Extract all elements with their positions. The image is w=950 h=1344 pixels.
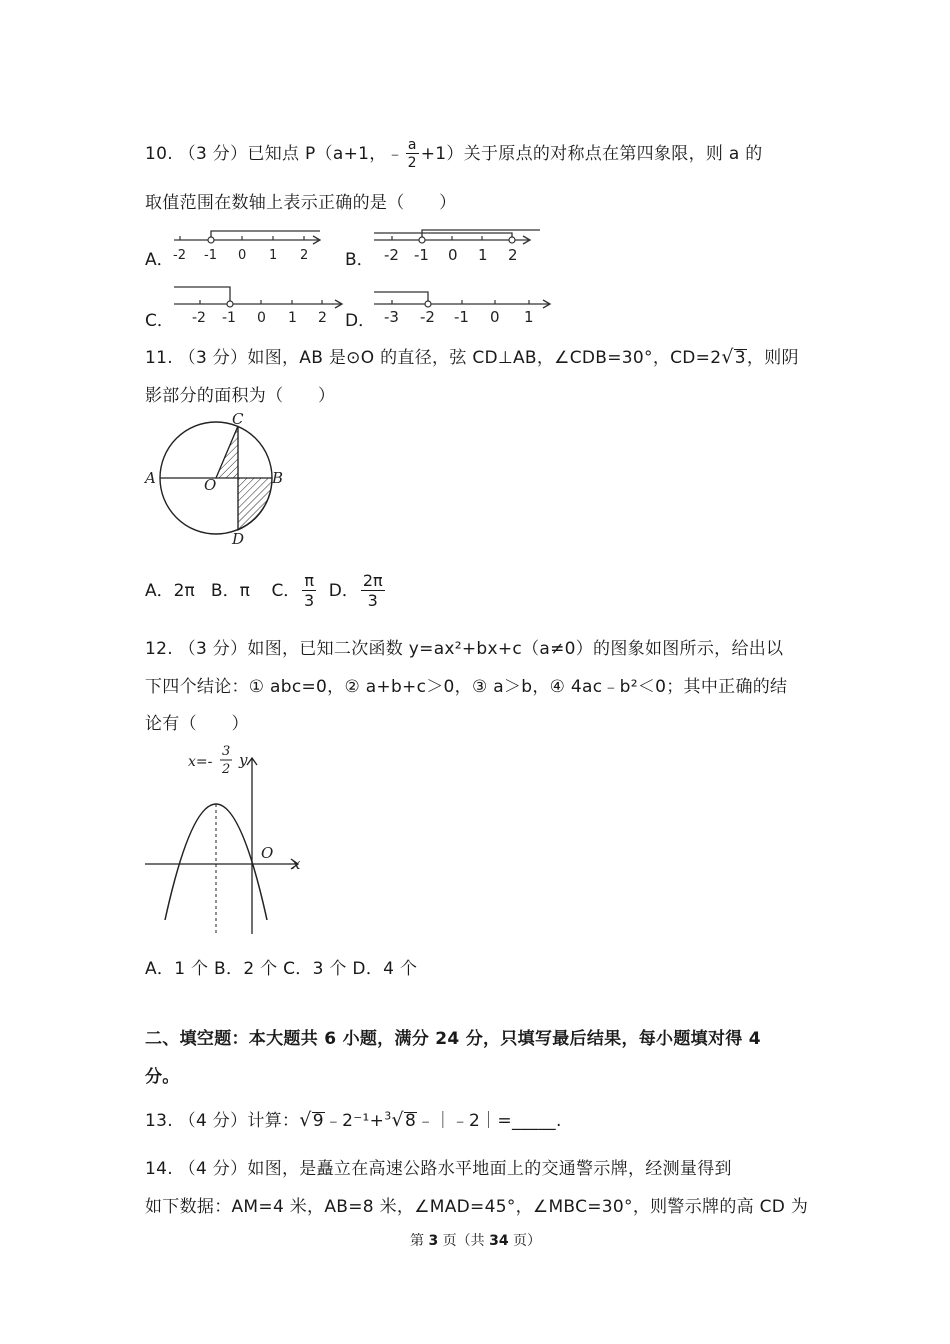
page-footer	[410, 1230, 541, 1250]
q14-number: 14.	[145, 1159, 173, 1179]
footer-pre: 第	[410, 1233, 429, 1249]
tick-label: 1	[288, 310, 297, 326]
axis-frac-den: 2	[222, 762, 231, 777]
tick-label: -2	[384, 246, 399, 264]
q13-text-a: 计算：	[247, 1111, 300, 1131]
label-a: A	[145, 469, 156, 487]
footer-post: 页）	[508, 1233, 542, 1249]
tick-label: -2	[173, 248, 186, 263]
frac-den: 3	[304, 591, 315, 610]
tick-label: -1	[454, 308, 469, 326]
tick-label: 2	[318, 310, 327, 326]
q11-score: （3 分）	[178, 348, 248, 368]
q10-option-c-label: C．	[145, 311, 174, 331]
q12-line3: 论有（ ）	[145, 714, 249, 734]
tick-label: 2	[508, 246, 518, 264]
q11-option-a: A．2π	[145, 581, 195, 601]
q10-score: （3 分）	[178, 144, 248, 164]
q12-number: 12.	[145, 639, 173, 659]
q14-line1	[145, 1154, 732, 1179]
frac-den: 3	[367, 591, 378, 610]
q10-option-b-label: B．	[345, 250, 374, 270]
q13-mid: ﹣2⁻¹+	[324, 1111, 385, 1131]
tick-label: 0	[238, 248, 247, 263]
label-y: y	[239, 751, 248, 769]
q10-frac-num: a	[407, 137, 417, 153]
q14-score: （4 分）	[178, 1159, 248, 1179]
q12-line1	[145, 634, 783, 659]
q11-option-d: D．	[328, 581, 359, 601]
section2-heading-line1: 二、填空题：本大题共 6 小题，满分 24 分，只填写最后结果，每小题填对得 4	[145, 1029, 761, 1049]
q11-option-c: C．	[271, 581, 301, 601]
tick-label: 0	[257, 310, 266, 326]
footer-page-number: 3	[428, 1233, 439, 1249]
q11-sqrt-value: 3	[734, 348, 746, 368]
q14-line2: 如下数据：AM=4 米，AB=8 米，∠MAD=45°，∠MBC=30°，则警示牌的高 CD 为	[145, 1197, 809, 1217]
q10-option-a-numberline	[172, 228, 327, 266]
q10-option-b-numberline	[372, 222, 547, 268]
tick-label: -2	[420, 308, 435, 326]
label-d: D	[232, 530, 245, 548]
q10-option-a-label: A．	[145, 250, 174, 270]
q10-frac-den: 2	[407, 155, 417, 171]
tick-label: 1	[478, 246, 488, 264]
frac-num: 2π	[362, 571, 383, 590]
q10-fraction	[406, 138, 419, 170]
q11-text-a: 如图，AB 是⊙O 的直径，弦 CD⊥AB，∠CDB=30°，CD=2	[247, 348, 722, 368]
q13-end: .	[555, 1111, 562, 1131]
q13-text-b: ﹣｜﹣2｜=	[417, 1111, 512, 1131]
tick-label: -1	[222, 310, 236, 326]
q10-line1	[145, 138, 763, 170]
tick-label: -2	[192, 310, 206, 326]
q10-option-c-numberline	[172, 282, 350, 328]
q13-cbrt8: 8	[404, 1111, 417, 1131]
q11-line2: 影部分的面积为（ ）	[145, 386, 336, 406]
tick-label: -3	[384, 308, 399, 326]
q11-circle-figure	[140, 408, 290, 550]
q13-line: 13. （4 分）计算：√9﹣2⁻¹+$^3$√8﹣｜﹣2｜=_____.	[145, 1109, 562, 1131]
q13-cbrt-index: 3	[384, 1109, 392, 1123]
q10-number: 10.	[145, 144, 173, 164]
q10-line2: 取值范围在数轴上表示正确的是（ ）	[145, 193, 457, 213]
axis-frac-num: 3	[222, 744, 231, 759]
q12-score: （3 分）	[178, 639, 248, 659]
q10-option-d-numberline	[372, 284, 554, 328]
q13-sqrt9: 9	[312, 1111, 324, 1131]
label-x: x	[292, 855, 301, 873]
q10-text-a: 已知点 P（a+1，﹣	[247, 144, 404, 164]
q11-options	[145, 573, 387, 609]
tick-label: 1	[524, 308, 534, 326]
q11-option-c-fraction	[302, 573, 316, 609]
q12-text-a: 如图，已知二次函数 y=ax²+bx+c（a≠0）的图象如图所示，给出以	[247, 639, 784, 659]
q12-options: A．1 个 B．2 个 C．3 个 D．4 个	[145, 959, 418, 979]
label-c: C	[232, 410, 244, 428]
tick-label: -1	[414, 246, 429, 264]
q12-parabola-figure	[140, 738, 310, 938]
q12-line2: 下四个结论：① abc=0，② a+b+c＞0，③ a＞b，④ 4ac﹣b²＜0；其中正确的结	[145, 677, 788, 697]
axis-of-symmetry-label: x=-	[188, 754, 213, 770]
q11-text-b: ，则阴	[746, 348, 799, 368]
q13-number: 13.	[145, 1111, 173, 1131]
q11-line1: 11. （3 分）如图，AB 是⊙O 的直径，弦 CD⊥AB，∠CDB=30°，CD=2√3，则阴	[145, 346, 799, 368]
tick-label: 1	[269, 248, 278, 263]
tick-label: 0	[490, 308, 500, 326]
label-o: O	[204, 476, 217, 494]
tick-label: -1	[204, 248, 217, 263]
q13-answer-blank[interactable]: _____	[511, 1111, 556, 1131]
tick-label: 0	[448, 246, 458, 264]
q11-number: 11.	[145, 348, 173, 368]
q10-option-d-label: D．	[345, 311, 376, 331]
label-o: O	[261, 844, 274, 862]
frac-num: π	[304, 571, 314, 590]
section2-heading-line2: 分。	[145, 1067, 180, 1087]
q13-score: （4 分）	[178, 1111, 248, 1131]
q11-option-d-fraction	[361, 573, 385, 609]
q11-option-b: B．π	[210, 581, 250, 601]
q14-text-a: 如图，是矗立在高速公路水平地面上的交通警示牌，经测量得到	[247, 1159, 732, 1179]
footer-mid: 页（共	[438, 1233, 490, 1249]
tick-label: 2	[300, 248, 309, 263]
footer-total-pages: 34	[489, 1233, 509, 1249]
q10-text-b: +1）关于原点的对称点在第四象限，则 a 的	[420, 144, 763, 164]
label-b: B	[272, 469, 284, 487]
